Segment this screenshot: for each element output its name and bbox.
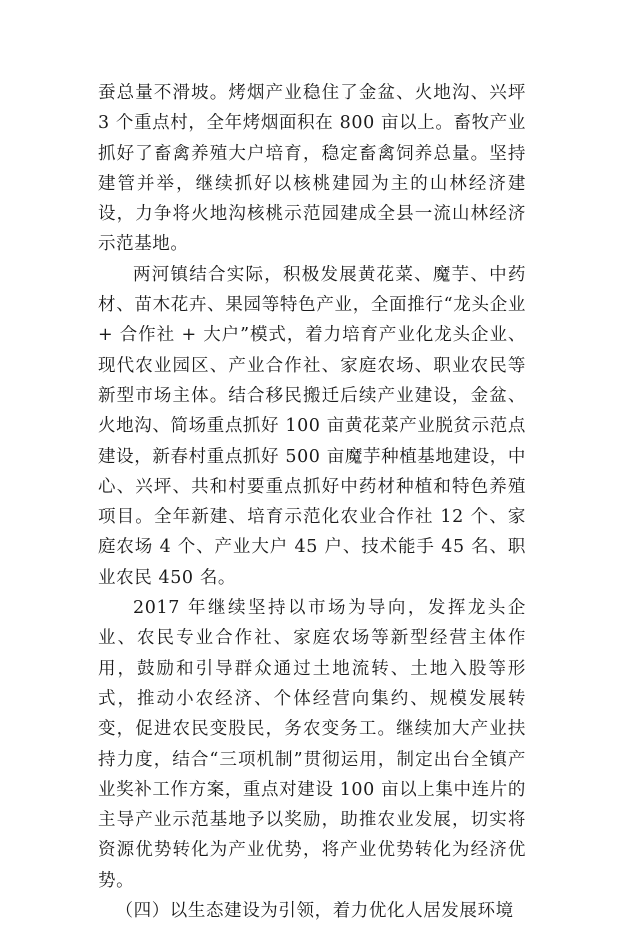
paragraph-2017-market: 2017 年继续坚持以市场为导向，发挥龙头企业、农民专业合作社、家庭农场等新型经营主体作用，鼓励和引导群众通过土地流转、土地入股等形式，推动小农经济、个体经营向集约、规模发展转变，促进农民变股民，务农变务工。继续加大产业扶持力度，结合“三项机制”贯彻运用，制定出台全镇产业奖补工作方案，重点对建设 100 亩以上集中连片的主导产业示范基地予以奖励，助推农业发展，切实将资源优势转化为产业优势，将产业优势转化为经济优势。 (98, 598, 526, 891)
document-body (98, 78, 526, 926)
section-heading: （四）以生态建设为引领，着力优化人居发展环境 (115, 901, 514, 922)
paragraph-continuation: 蚕总量不滑坡。烤烟产业稳住了金盆、火地沟、兴坪 3 个重点村，全年烤烟面积在 800 亩以上。畜牧产业抓好了畜禽养殖大户培育，稳定畜禽饲养总量。坚持建管并举，继续抓好以核桃建园为主的山林经济建设，力争将火地沟核桃示范园建成全县一流山林经济示范基地。 (98, 83, 526, 255)
paragraph-lianghe-industries: 两河镇结合实际，积极发展黄花菜、魔芋、中药材、苗木花卉、果园等特色产业，全面推行“龙头企业 + 合作社 + 大户”模式，着力培育产业化龙头企业、现代农业园区、产业合作社、家庭农场、职业农民等新型市场主体。结合移民搬迁后续产业建设，金盆、火地沟、简场重点抓好 100 亩黄花菜产业脱贫示范点建设，新春村重点抓好 500 亩魔芋种植基地建设，中心、兴坪、共和村要重点抓好中药材种植和特色养殖项目。全年新建、培育示范化农业合作社 12 个、家庭农场 4 个、产业大户 45 户、技术能手 45 名、职业农民 450 名。 (98, 264, 526, 588)
